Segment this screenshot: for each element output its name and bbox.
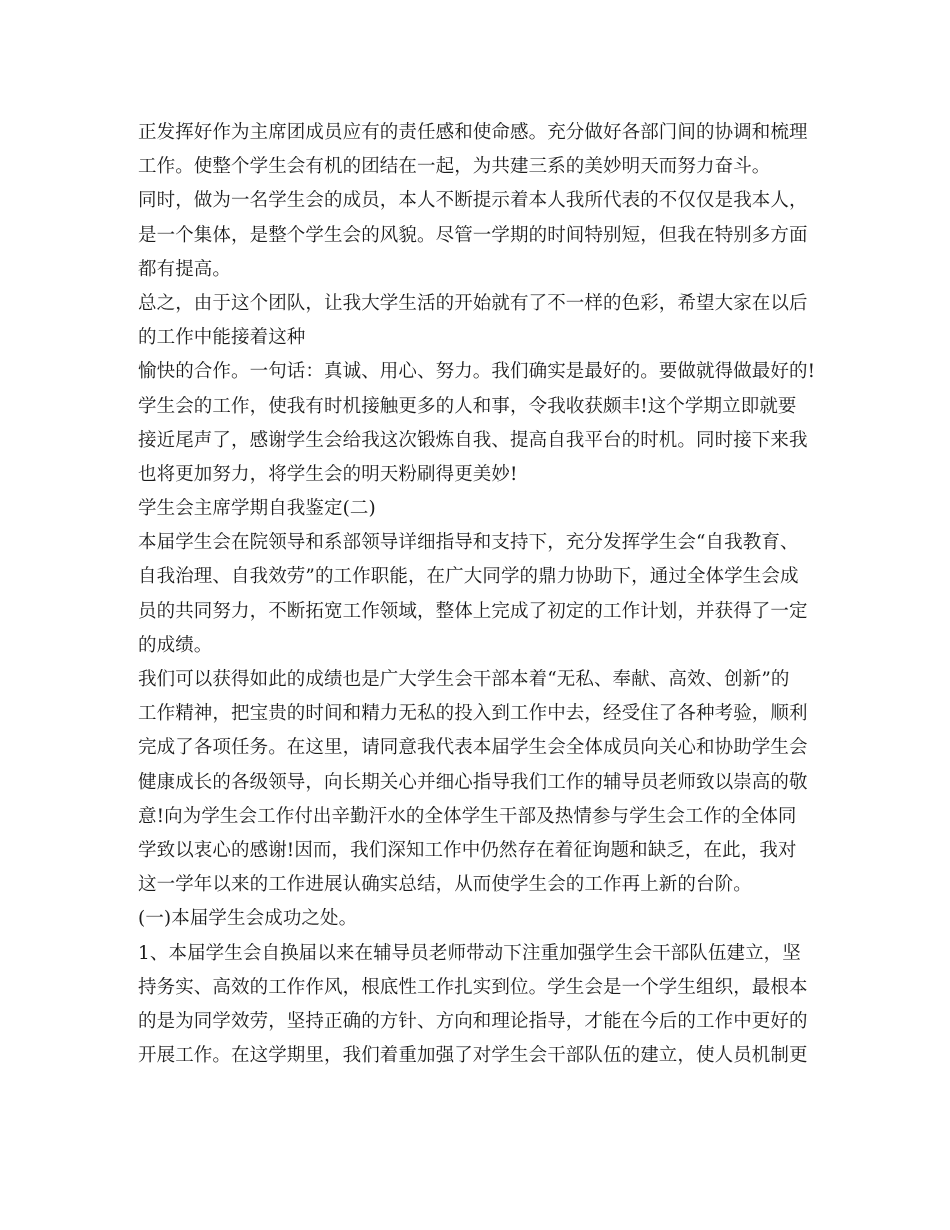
- text-line: 本届学生会在院领导和系部领导详细指导和支持下，充分发挥学生会“自我教育、: [138, 532, 799, 554]
- text-line: 意!向为学生会工作付出辛勤汗水的全体学生干部及热情参与学生会工作的全体同: [138, 805, 797, 827]
- text-line: 开展工作。在这学期里，我们着重加强了对学生会干部队伍的建立，使人员机制更: [138, 1045, 808, 1067]
- text-line: 持务实、高效的工作作风，根底性工作扎实到位。学生会是一个学生组织，最根本: [138, 976, 808, 998]
- text-line: 这一学年以来的工作进展认确实总结，从而使学生会的工作再上新的台阶。: [138, 874, 752, 896]
- text-line: 正发挥好作为主席团成员应有的责任感和使命感。充分做好各部门间的协调和梳理: [138, 122, 808, 143]
- text-line: 1、本届学生会自换届以来在辅导员老师带动下注重加强学生会干部队伍建立，坚: [138, 942, 801, 964]
- text-line: 健康成长的各级领导，向长期关心并细心指导我们工作的辅导员老师致以崇高的敬: [138, 771, 808, 793]
- text-line: 也将更加努力，将学生会的明天粉刷得更美妙!: [138, 463, 518, 485]
- text-line: 都有提高。: [138, 258, 232, 280]
- text-line: 工作。使整个学生会有机的团结在一起，为共建三系的美妙明天而努力奋斗。: [138, 156, 771, 178]
- text-line: 愉快的合作。一句话：真诚、用心、努力。我们确实是最好的。要做就得做最好的!: [138, 361, 816, 383]
- text-line: 接近尾声了，感谢学生会给我这次锻炼自我、提高自我平台的时机。同时接下来我: [138, 429, 808, 451]
- text-line: 工作精神，把宝贵的时间和精力无私的投入到工作中去，经受住了各种考验，顺利: [138, 703, 808, 725]
- text-line: 我们可以获得如此的成绩也是广大学生会干部本着“无私、奉献、高效、创新”的: [138, 669, 790, 690]
- text-line: 是一个集体，是整个学生会的风貌。尽管一学期的时间特别短，但我在特别多方面: [138, 224, 808, 246]
- text-line: 的工作中能接着这种: [138, 327, 306, 349]
- text-line: 总之，由于这个团队，让我大学生活的开始就有了不一样的色彩，希望大家在以后: [138, 292, 808, 314]
- text-line: 的成绩。: [138, 634, 213, 656]
- section-heading: 学生会主席学期自我鉴定(二): [138, 498, 376, 520]
- text-line: 员的共同努力，不断拓宽工作领域，整体上完成了初定的工作计划，并获得了一定: [138, 600, 808, 622]
- subsection-heading: (一)本届学生会成功之处。: [138, 908, 358, 930]
- text-line: 同时，做为一名学生会的成员，本人不断提示着本人我所代表的不仅仅是我本人，: [138, 190, 808, 212]
- text-line: 完成了各项任务。在这里，请同意我代表本届学生会全体成员向关心和协助学生会: [138, 737, 808, 759]
- text-line: 学致以衷心的感谢!因而，我们深知工作中仍然存在着征询题和缺乏，在此，我对: [138, 839, 797, 861]
- document-body: [138, 116, 818, 1073]
- text-line: 自我治理、自我效劳”的工作职能，在广大同学的鼎力协助下，通过全体学生会成: [138, 566, 799, 588]
- text-line: 的是为同学效劳，坚持正确的方针、方向和理论指导，才能在今后的工作中更好的: [138, 1010, 808, 1032]
- text-line: 学生会的工作，使我有时机接触更多的人和事，令我收获颇丰!这个学期立即就要: [138, 395, 797, 417]
